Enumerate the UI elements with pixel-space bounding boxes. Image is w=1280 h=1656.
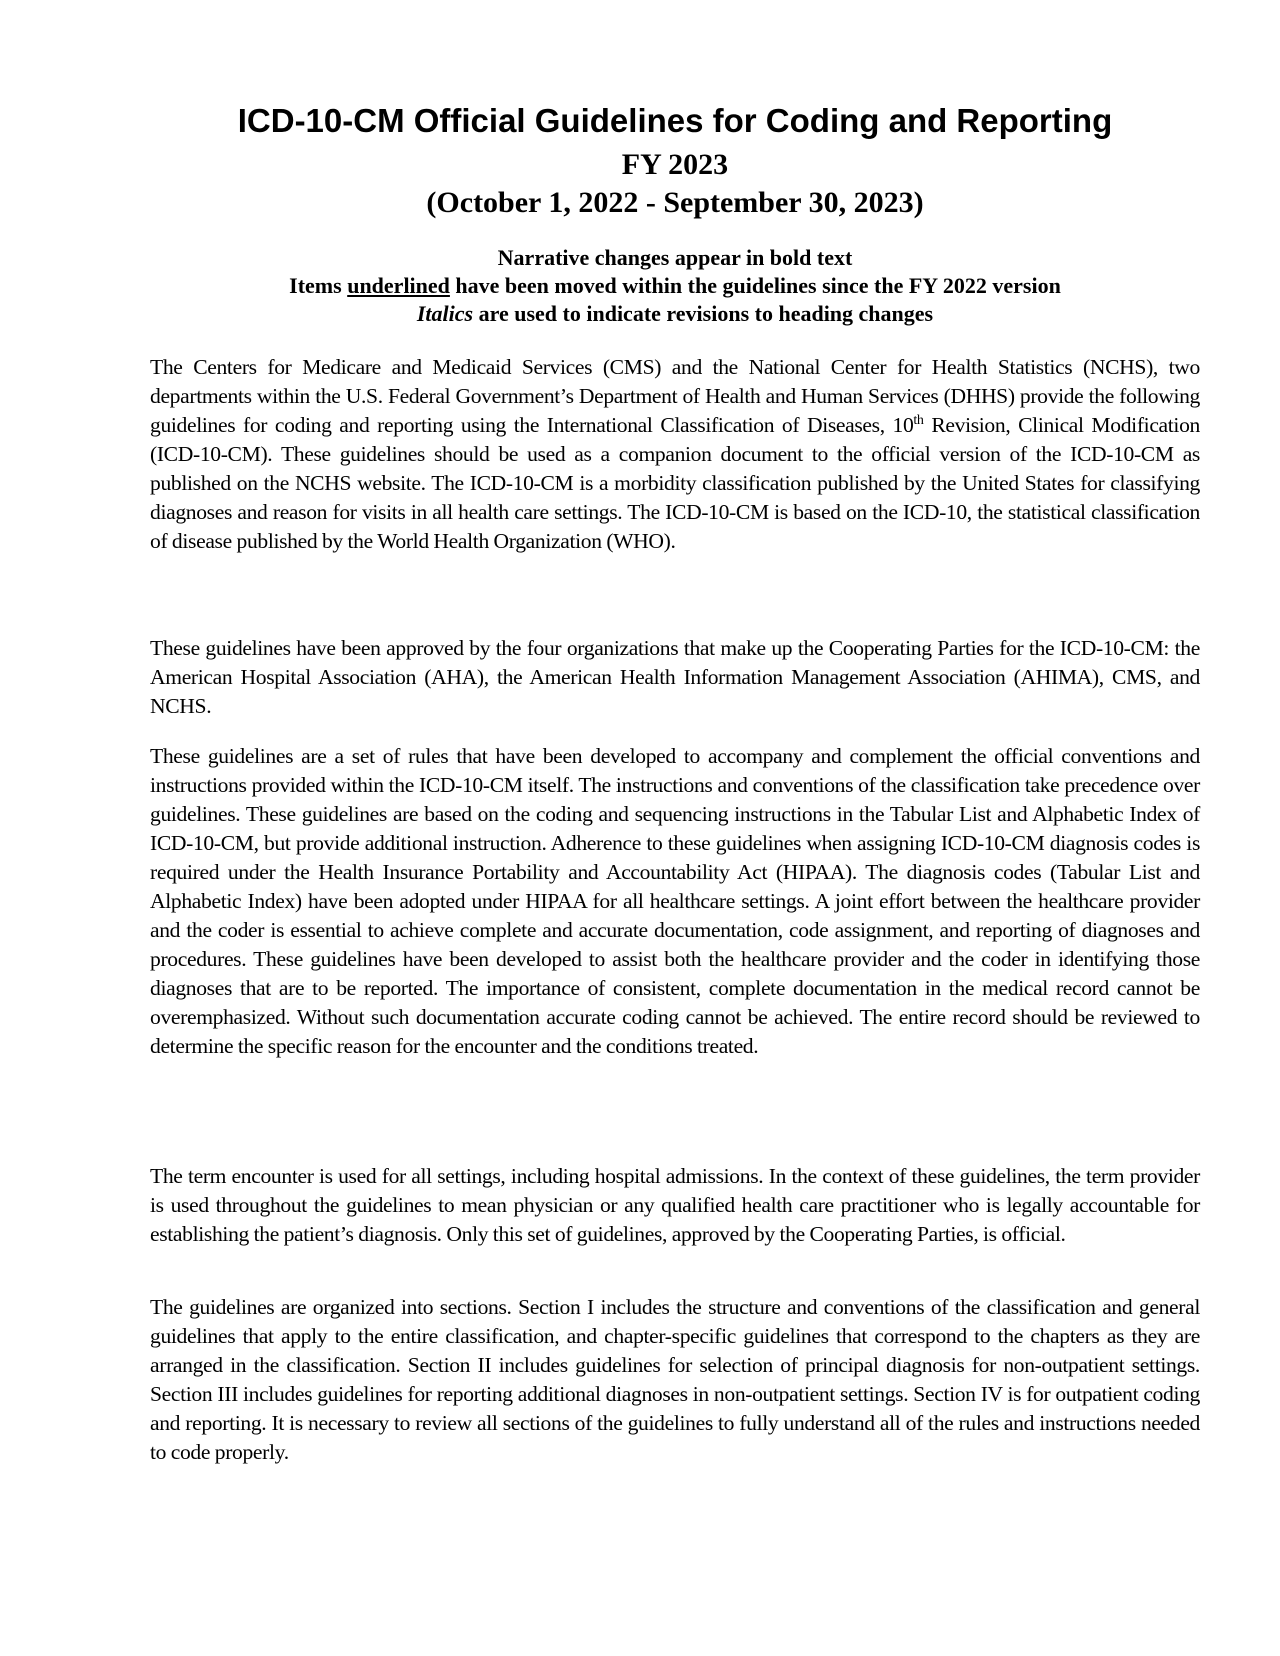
paragraph-cooperating-parties: These guidelines have been approved by the four organizations that make up the Cooperating Parties for the ICD-10-CM: the American Hospital Association (AHA), the American Health Information Management Association (AHIMA), CMS, and NCHS.: [150, 636, 1200, 718]
fiscal-year: FY 2023: [621, 148, 729, 181]
italics-suffix: are used to indicate revisions to heading changes: [473, 301, 934, 326]
paragraph-sections: The guidelines are organized into sections. Section I includes the structure and conventions of the classification and general guidelines that apply to the entire classification, and chapter-specific guidelines that correspond to the chapters as they are arranged in the classification. Section II includes guidelines for selection of principal diagnosis for non-outpatient settings. Section III includes guidelines for reporting additional diagnoses in non-outpatient settings. Section IV is for outpatient coding and reporting. It is necessary to review all sections of the guidelines to fully understand all of the rules and instructions needed to code properly.: [150, 1295, 1200, 1464]
ordinal-superscript: th: [913, 412, 924, 428]
paragraph-1-start: The Centers for Medicare and Medicaid Services (CMS) and the National Center for Health Statistics (NCHS), two departments within the U.S. Federal Government’s Department of Health and Human Services (DHHS) provide the following guidelines for coding and reporting using the International Classification of Diseases, 10: [150, 355, 1200, 437]
moved-items-suffix: have been moved within the guidelines since the FY 2022 version: [449, 273, 1061, 298]
underlined-word: underlined: [347, 273, 450, 298]
paragraph-cms-nchs: [150, 353, 1200, 556]
moved-items-prefix: Items: [289, 273, 348, 298]
document-title: ICD-10-CM Official Guidelines for Coding and Reporting: [237, 102, 1113, 139]
date-range: (October 1, 2022 - September 30, 2023): [426, 186, 924, 219]
revision-notes: [150, 244, 1200, 328]
narrative-note: Narrative changes appear in bold text: [497, 245, 853, 270]
italics-word: Italics: [416, 301, 474, 326]
paragraph-1-end: Revision, Clinical Modification (ICD-10-CM). These guidelines should be used as a companion document to the official version of the ICD-10-CM as published on the NCHS website. The ICD-10-CM is a morbidity classification published by the United States for classifying diagnoses and reason for visits in all health care settings. The ICD-10-CM is based on the ICD-10, the statistical classification of disease published by the World Health Organization (WHO).: [150, 413, 1200, 553]
moved-items-note: [150, 272, 1200, 300]
italics-note: [150, 300, 1200, 328]
paragraph-encounter: The term encounter is used for all settings, including hospital admissions. In the context of these guidelines, the term provider is used throughout the guidelines to mean physician or any qualified health care practitioner who is legally accountable for establishing the patient’s diagnosis. Only this set of guidelines, approved by the Cooperating Parties, is official.: [150, 1164, 1200, 1246]
paragraph-rules: These guidelines are a set of rules that have been developed to accompany and complement the official conventions and instructions provided within the ICD-10-CM itself. The instructions and conventions of the classification take precedence over guidelines. These guidelines are based on the coding and sequencing instructions in the Tabular List and Alphabetic Index of ICD-10-CM, but provide additional instruction. Adherence to these guidelines when assigning ICD-10-CM diagnosis codes is required under the Health Insurance Portability and Accountability Act (HIPAA). The diagnosis codes (Tabular List and Alphabetic Index) have been adopted under HIPAA for all healthcare settings. A joint effort between the healthcare provider and the coder is essential to achieve complete and accurate documentation, code assignment, and reporting of diagnoses and procedures. These guidelines have been developed to assist both the healthcare provider and the coder in identifying those diagnoses that are to be reported. The importance of consistent, complete documentation in the medical record cannot be overemphasized. Without such documentation accurate coding cannot be achieved. The entire record should be reviewed to determine the specific reason for the encounter and the conditions treated.: [150, 744, 1200, 1058]
